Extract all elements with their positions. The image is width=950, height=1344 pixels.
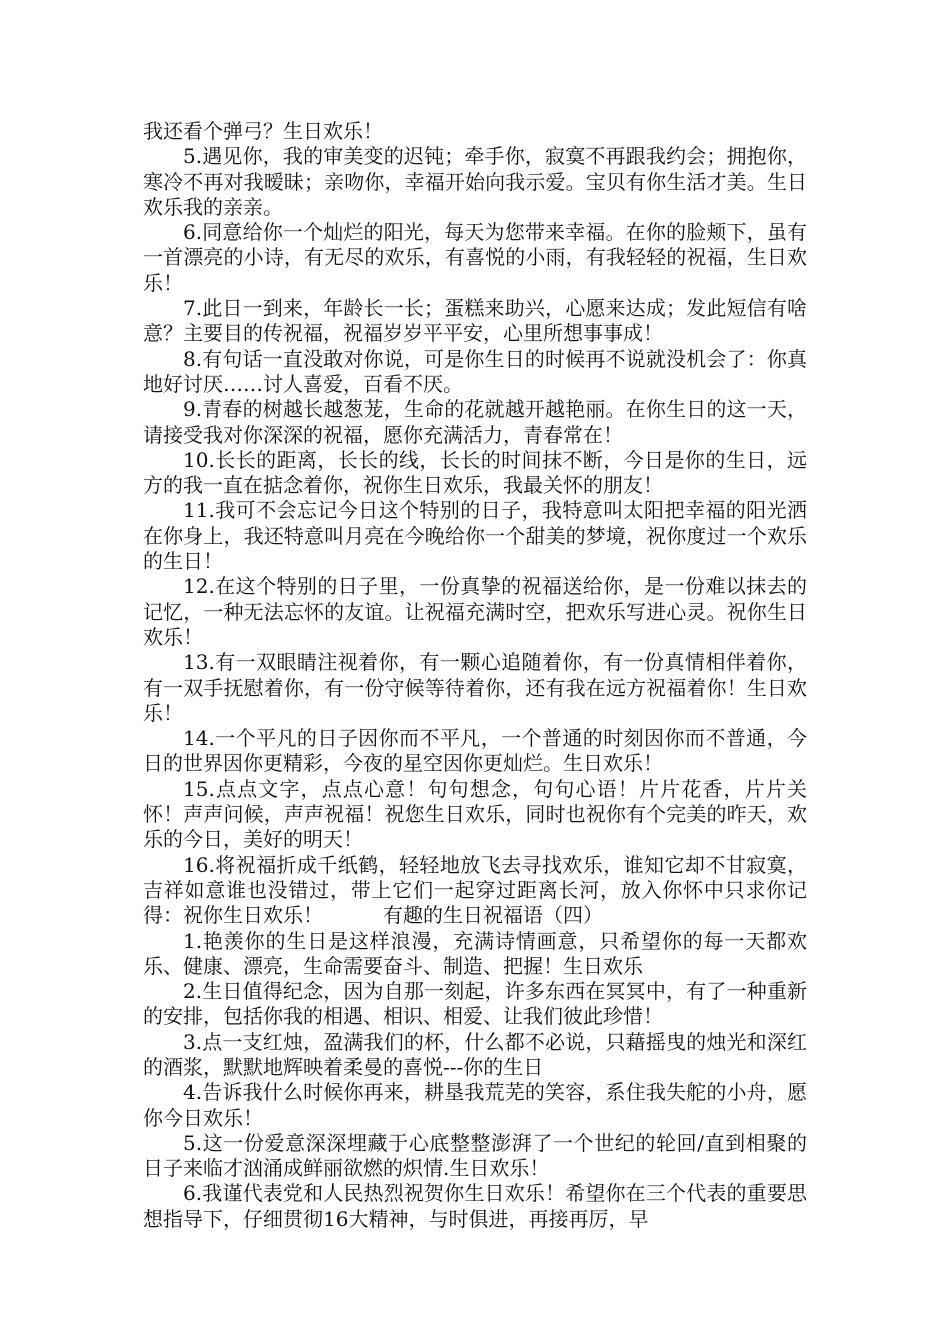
paragraph-section4-item-5: 5.这一份爱意深深埋藏于心底整整澎湃了一个世纪的轮回/直到相聚的日子来临才汹涌成鲜丽欲燃的炽情.生日欢乐！: [143, 1130, 807, 1181]
paragraph-item-14: 14.一个平凡的日子因你而不平凡，一个普通的时刻因你而不普通，今日的世界因你更精彩，今夜的星空因你更灿烂。生日欢乐！: [143, 726, 807, 776]
paragraph-item-5: 5.遇见你，我的审美变的迟钝；牵手你，寂寞不再跟我约会；拥抱你，寒冷不再对我暧昧；亲吻你，幸福开始向我示爱。宝贝有你生活才美。生日欢乐我的亲亲。: [143, 144, 807, 219]
paragraph-section4-item-3: 3.点一支红烛，盈满我们的杯，什么都不必说，只藉摇曳的烛光和深红的酒浆，默默地辉映着柔曼的喜悦---你的生日: [143, 1029, 807, 1079]
paragraph-item-10: 10.长长的距离，长长的线，长长的时间抹不断，今日是你的生日，远方的我一直在掂念着你，祝你生日欢乐，我最关怀的朋友！: [143, 447, 807, 498]
paragraph-item-7: 7.此日一到来，年龄长一长；蛋糕来助兴，心愿来达成；发此短信有啥意？主要目的传祝福，祝福岁岁平平安，心里所想事事成！: [143, 296, 807, 346]
paragraph-section4-item-2: 2.生日值得纪念，因为自那一刻起，许多东西在冥冥中，有了一种重新的安排，包括你我的相遇、相识、相爱、让我们彼此珍惜！: [143, 979, 807, 1029]
paragraph-item-12: 12.在这个特别的日子里，一份真挚的祝福送给你，是一份难以抹去的记忆，一种无法忘怀的友谊。让祝福充满时空，把欢乐写进心灵。祝你生日欢乐！: [143, 574, 807, 649]
paragraph-item-13: 13.有一双眼睛注视着你，有一颗心追随着你，有一份真情相伴着你，有一双手抚慰着你，有一份守候等待着你，还有我在远方祝福着你！生日欢乐！: [143, 650, 807, 725]
paragraph-item-9: 9.青春的树越长越葱茏，生命的花就越开越艳丽。在你生日的这一天，请接受我对你深深的祝福，愿你充满活力，青春常在！: [143, 397, 807, 447]
paragraph-item-15: 15.点点文字，点点心意！句句想念，句句心语！片片花香，片片关怀！声声问候，声声祝福！祝您生日欢乐，同时也祝你有个完美的昨天，欢乐的今日，美好的明天！: [143, 776, 807, 852]
paragraph-item-11: 11.我可不会忘记今日这个特别的日子，我特意叫太阳把幸福的阳光洒在你身上，我还特意叫月亮在今晚给你一个甜美的梦境，祝你度过一个欢乐的生日！: [143, 498, 807, 574]
paragraph-continuation: 我还看个弹弓？生日欢乐！: [143, 119, 383, 143]
paragraph-section4-item-6: 6.我谨代表党和人民热烈祝贺你生日欢乐！希望你在三个代表的重要思想指导下，仔细贯彻16大精神，与时俱进，再接再厉，早: [143, 1181, 807, 1231]
paragraph-item-8: 8.有句话一直没敢对你说，可是你生日的时候再不说就没机会了：你真地好讨厌……讨人喜爱，百看不厌。: [143, 346, 807, 396]
paragraph-item-6: 6.同意给你一个灿烂的阳光，每天为您带来幸福。在你的脸颊下，虽有一首漂亮的小诗，有无尽的欢乐，有喜悦的小雨，有我轻轻的祝福，生日欢乐！: [143, 220, 807, 295]
document-body: [143, 119, 807, 1232]
paragraph-item-16: 16.将祝福折成千纸鹤，轻轻地放飞去寻找欢乐，谁知它却不甘寂寞，吉祥如意谁也没错过，带上它们一起穿过距离长河，放入你怀中只求你记得：祝你生日欢乐！ 有趣的生日祝福语（四）: [143, 852, 807, 928]
paragraph-section4-item-4: 4.告诉我什么时候你再来，耕垦我荒芜的笑容，系住我失舵的小舟，愿你今日欢乐！: [143, 1080, 807, 1130]
paragraph-section4-item-1: 1.艳羡你的生日是这样浪漫，充满诗情画意，只希望你的每一天都欢乐、健康、漂亮，生命需要奋斗、制造、把握！生日欢乐: [143, 928, 807, 978]
